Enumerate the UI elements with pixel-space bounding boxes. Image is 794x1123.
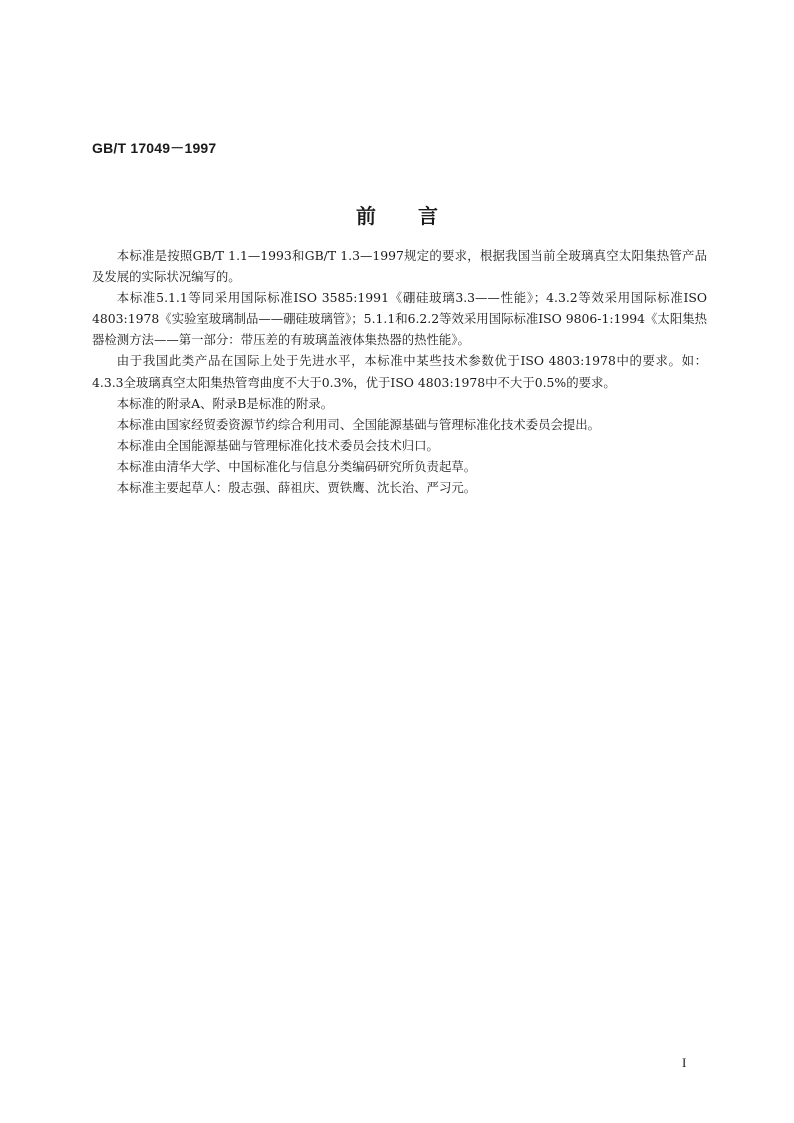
paragraph-drafters: 本标准主要起草人：殷志强、薛祖庆、贾铁鹰、沈长治、严习元。 (116, 480, 477, 496)
paragraph-proposed-by: 本标准由国家经贸委资源节约综合利用司、全国能源基础与管理标准化技术委员会提出。 (116, 416, 601, 432)
paragraph-centralized-by: 本标准由全国能源基础与管理标准化技术委员会技术归口。 (116, 437, 439, 453)
paragraph-annexes: 本标准的附录A、附录B是标准的附录。 (116, 395, 334, 411)
paragraph-basis: 本标准是按照GB/T 1.1—1993和GB/T 1.3—1997规定的要求，根据我国当前全玻璃真空太阳集热管产品及发展的实际状况编写的。 (92, 248, 707, 285)
page-title: 前言 (356, 204, 480, 228)
paragraph-advanced-level: 由于我国此类产品在国际上处于先进水平，本标准中某些技术参数优于ISO 4803:1978中的要求。如：4.3.3全玻璃真空太阳集热管弯曲度不大于0.3%，优于ISO 4803:1978中不大于0.5%的要求。 (92, 353, 707, 390)
standard-code: GB/T 17049－1997 (92, 140, 217, 156)
foreword-body (92, 245, 707, 498)
paragraph-drafted-by: 本标准由清华大学、中国标准化与信息分类编码研究所负责起草。 (116, 458, 477, 474)
page-number: I (682, 1055, 687, 1070)
paragraph-adoption: 本标准5.1.1等同采用国际标准ISO 3585:1991《硼硅玻璃3.3——性能》；4.3.2等效采用国际标准ISO 4803:1978《实验室玻璃制品——硼硅玻璃管》；5.1.1和6.2.2等效采用国际标准ISO 9806-1:1994《太阳集热器检测方法——第一部分：带压差的有玻璃盖液体集热器的热性能》。 (92, 290, 707, 348)
